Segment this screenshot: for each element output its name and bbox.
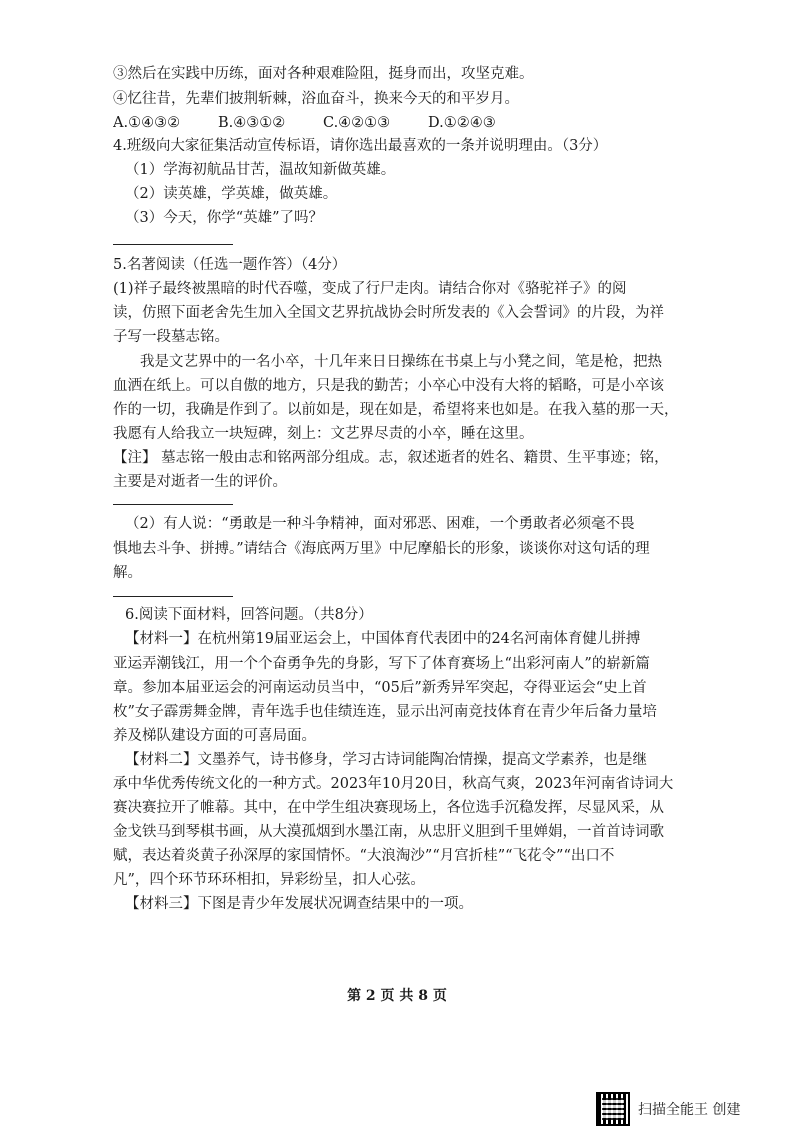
material-1-line-5: 养及梯队建设方面的可喜局面。 bbox=[113, 728, 316, 744]
oath-line-3: 作的一切，我确是作到了。以前如是，现在如是，希望将来也如是。在我入墓的那一天， bbox=[113, 402, 679, 418]
material-2-line-2: 承中华优秀传统文化的一种方式。2023年10月20日，秋高气爽，2023年河南省诗词大 bbox=[113, 776, 674, 792]
option-line-4: ④忆往昔，先辈们披荆斩棘，浴血奋斗，换来今天的和平岁月。 bbox=[113, 91, 519, 107]
answer-blank bbox=[113, 596, 233, 597]
answer-blank bbox=[113, 504, 233, 505]
question-5-1-line-3: 子写一段墓志铭。 bbox=[113, 329, 229, 345]
material-3: 【材料三】下图是青少年发展状况调查结果中的一项。 bbox=[125, 896, 473, 912]
material-2-line-1: 【材料二】文墨养气，诗书修身，学习古诗词能陶冶情操，提高文学素养，也是继 bbox=[125, 752, 647, 768]
question-5-2-line-2: 惧地去斗争、拼搏。”请结合《海底两万里》中尼摩船长的形象，谈谈你对这句话的理 bbox=[113, 541, 650, 557]
note-line-2: 主要是对逝者一生的评价。 bbox=[113, 474, 287, 490]
choice-a: A.①④③② bbox=[113, 115, 181, 131]
page-number: 第 2 页 共 8 页 bbox=[347, 988, 447, 1004]
answer-choices bbox=[113, 111, 713, 135]
slogan-3: （3）今天，你学“英雄”了吗？ bbox=[125, 210, 324, 226]
question-4: 4.班级向大家征集活动宣传标语，请你选出最喜欢的一条并说明理由。（3分） bbox=[113, 138, 608, 154]
oath-line-2: 血洒在纸上。可以自傲的地方，只是我的勤苦；小卒心中没有大将的韬略，可是小卒该 bbox=[113, 378, 664, 394]
question-6: 6.阅读下面材料，回答问题。（共8分） bbox=[125, 607, 373, 623]
watermark-text: 扫描全能王 创建 bbox=[638, 1102, 741, 1118]
option-line-3: ③然后在实践中历练，面对各种艰难险阻，挺身而出，攻坚克难。 bbox=[113, 66, 534, 82]
material-1-line-1: 【材料一】在杭州第19届亚运会上，中国体育代表团中的24名河南体育健儿拼搏 bbox=[125, 631, 641, 647]
oath-line-1: 我是文艺界中的一名小卒，十几年来日日操练在书桌上与小凳之间，笔是枪，把热 bbox=[140, 354, 662, 370]
material-1-line-2: 亚运弄潮钱江，用一个个奋勇争先的身影，写下了体育赛场上“出彩河南人”的崭新篇 bbox=[113, 656, 650, 672]
material-2-line-5: 赋，表达着炎黄子孙深厚的家国情怀。“大浪淘沙”“月宫折桂”“飞花令”“出口不 bbox=[113, 848, 615, 864]
scanner-watermark bbox=[596, 1092, 740, 1126]
question-5-1-line-1: (1)祥子最终被黑暗的时代吞噬，变成了行尸走肉。请结合你对《骆驼祥子》的阅 bbox=[113, 281, 627, 297]
slogan-1: （1）学海初航品甘苦，温故知新做英雄。 bbox=[125, 162, 396, 178]
question-5-2-line-3: 解。 bbox=[113, 565, 142, 581]
note-line-1: 【注】 墓志铭一般由志和铭两部分组成。志，叙述逝者的姓名、籍贯、生平事迹；铭， bbox=[113, 450, 669, 466]
question-5: 5.名著阅读（任选一题作答）（4分） bbox=[113, 257, 347, 273]
question-5-2-line-1: （2）有人说：“勇敢是一种斗争精神，面对邪恶、困难，一个勇敢者必须毫不畏 bbox=[125, 516, 635, 532]
qr-code-icon bbox=[596, 1092, 630, 1126]
slogan-2: （2）读英雄，学英雄，做英雄。 bbox=[125, 186, 338, 202]
question-5-1-line-2: 读，仿照下面老舍先生加入全国文艺界抗战协会时所发表的《入会誓词》的片段，为祥 bbox=[113, 305, 664, 321]
material-2-line-3: 赛决赛拉开了帷幕。其中，在中学生组决赛现场上，各位选手沉稳发挥，尽显风采，从 bbox=[113, 800, 664, 816]
choice-d: D.①②④③ bbox=[428, 115, 496, 131]
material-1-line-3: 章。参加本届亚运会的河南运动员当中，“05后”新秀异军突起，夺得亚运会“史上首 bbox=[113, 680, 647, 696]
material-1-line-4: 枚”女子霹雳舞金牌，青年选手也佳绩连连，显示出河南竞技体育在青少年后备力量培 bbox=[113, 704, 657, 720]
choice-c: C.④②①③ bbox=[323, 115, 391, 131]
material-2-line-4: 金戈铁马到琴棋书画，从大漠孤烟到水墨江南，从忠肝义胆到千里婵娟，一首首诗词歌 bbox=[113, 824, 664, 840]
oath-line-4: 我愿有人给我立一块短碑，刻上：文艺界尽责的小卒，睡在这里。 bbox=[113, 426, 534, 442]
material-2-line-6: 凡”，四个环节环环相扣，异彩纷呈，扣人心弦。 bbox=[113, 872, 425, 888]
choice-b: B.④③①② bbox=[218, 115, 286, 131]
answer-blank bbox=[113, 244, 233, 245]
